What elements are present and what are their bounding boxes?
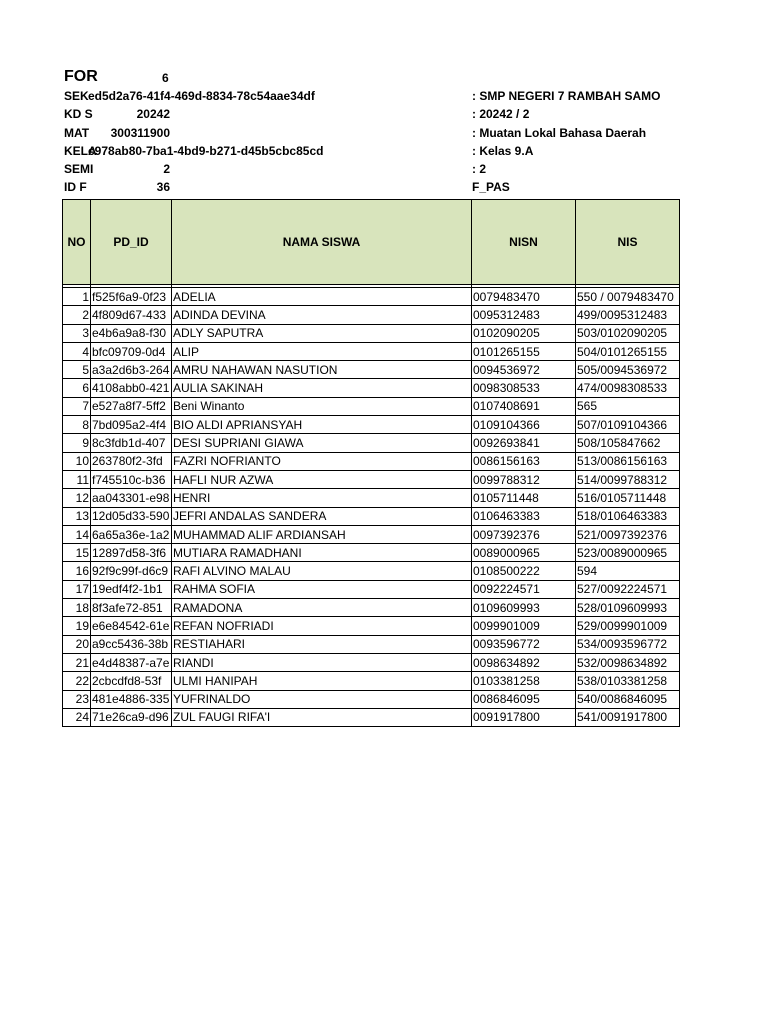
cell-nis: 521/0097392376 bbox=[576, 525, 680, 543]
cell-pd-id: e6e84542-61e bbox=[91, 617, 172, 635]
cell-nama-siswa: RAHMA SOFIA bbox=[172, 580, 472, 598]
cell-nis: 523/0089000965 bbox=[576, 544, 680, 562]
label-kd-semester: KD S bbox=[64, 107, 93, 121]
cell-nisn: 0106463383 bbox=[472, 507, 576, 525]
cell-pd-id: 8f3afe72-851 bbox=[91, 599, 172, 617]
cell-nama-siswa: MUHAMMAD ALIF ARDIANSAH bbox=[172, 525, 472, 543]
value-sekolah: ed5d2a76-41f4-469d-8834-78c54aae34df bbox=[88, 89, 315, 103]
cell-no: 9 bbox=[63, 434, 91, 452]
cell-pd-id: f745510c-b36 bbox=[91, 470, 172, 488]
cell-pd-id: 8c3fdb1d-407 bbox=[91, 434, 172, 452]
cell-pd-id: 2cbcdfd8-53f bbox=[91, 672, 172, 690]
cell-nama-siswa: ALIP bbox=[172, 342, 472, 360]
cell-nis: 540/0086846095 bbox=[576, 690, 680, 708]
cell-no: 18 bbox=[63, 599, 91, 617]
cell-nis: 528/0109609993 bbox=[576, 599, 680, 617]
table-row bbox=[63, 379, 680, 397]
cell-pd-id: 6a65a36e-1a2 bbox=[91, 525, 172, 543]
cell-nis: 516/0105711448 bbox=[576, 489, 680, 507]
col-header-nisn: NISN bbox=[472, 200, 576, 285]
cell-nama-siswa: RESTIAHARI bbox=[172, 635, 472, 653]
cell-nisn: 0086156163 bbox=[472, 452, 576, 470]
cell-nisn: 0094536972 bbox=[472, 361, 576, 379]
cell-nis: 508/105847662 bbox=[576, 434, 680, 452]
cell-nisn: 0109609993 bbox=[472, 599, 576, 617]
cell-no: 16 bbox=[63, 562, 91, 580]
cell-pd-id: 263780f2-3fd bbox=[91, 452, 172, 470]
cell-pd-id: a3a2d6b3-264 bbox=[91, 361, 172, 379]
cell-nisn: 0097392376 bbox=[472, 525, 576, 543]
cell-pd-id: 7bd095a2-4f4 bbox=[91, 416, 172, 434]
cell-nis: 514/0099788312 bbox=[576, 470, 680, 488]
value-kelas: c978ab80-7ba1-4bd9-b271-d45b5cbc85cd bbox=[88, 144, 324, 158]
cell-nisn: 0102090205 bbox=[472, 324, 576, 342]
label-kelas: KELA bbox=[64, 144, 97, 158]
cell-nama-siswa: RAFI ALVINO MALAU bbox=[172, 562, 472, 580]
table-header-row bbox=[63, 200, 680, 285]
cell-no: 19 bbox=[63, 617, 91, 635]
cell-no: 22 bbox=[63, 672, 91, 690]
table-row bbox=[63, 653, 680, 671]
cell-pd-id: 92f9c99f-d6c9 bbox=[91, 562, 172, 580]
cell-nis: 507/0109104366 bbox=[576, 416, 680, 434]
cell-nis: 499/0095312483 bbox=[576, 306, 680, 324]
cell-no: 17 bbox=[63, 580, 91, 598]
cell-nisn: 0079483470 bbox=[472, 288, 576, 306]
cell-no: 7 bbox=[63, 397, 91, 415]
cell-nama-siswa: YUFRINALDO bbox=[172, 690, 472, 708]
cell-nisn: 0086846095 bbox=[472, 690, 576, 708]
cell-nama-siswa: BIO ALDI APRIANSYAH bbox=[172, 416, 472, 434]
cell-pd-id: 71e26ca9-d96 bbox=[91, 708, 172, 726]
cell-nama-siswa: MUTIARA RAMADHANI bbox=[172, 544, 472, 562]
cell-no: 5 bbox=[63, 361, 91, 379]
cell-nisn: 0089000965 bbox=[472, 544, 576, 562]
cell-nis: 529/0099901009 bbox=[576, 617, 680, 635]
cell-no: 2 bbox=[63, 306, 91, 324]
cell-nama-siswa: DESI SUPRIANI GIAWA bbox=[172, 434, 472, 452]
value-nama-sekolah: : SMP NEGERI 7 RAMBAH SAMO bbox=[472, 89, 661, 103]
table-body bbox=[63, 285, 680, 727]
table-row bbox=[63, 507, 680, 525]
cell-no: 10 bbox=[63, 452, 91, 470]
value-form-type: F_PAS bbox=[472, 180, 510, 194]
value-id-form: 36 bbox=[156, 180, 170, 194]
table-row bbox=[63, 544, 680, 562]
cell-nis: 518/0106463383 bbox=[576, 507, 680, 525]
cell-nama-siswa: ULMI HANIPAH bbox=[172, 672, 472, 690]
col-header-nama-siswa: NAMA SISWA bbox=[172, 200, 472, 285]
cell-nama-siswa: RIANDI bbox=[172, 653, 472, 671]
cell-nama-siswa: HAFLI NUR AZWA bbox=[172, 470, 472, 488]
table-row bbox=[63, 324, 680, 342]
cell-no: 15 bbox=[63, 544, 91, 562]
cell-pd-id: 4f809d67-433 bbox=[91, 306, 172, 324]
table-row bbox=[63, 635, 680, 653]
cell-pd-id: e527a8f7-5ff2 bbox=[91, 397, 172, 415]
col-header-no: NO bbox=[63, 200, 91, 285]
cell-no: 12 bbox=[63, 489, 91, 507]
cell-nama-siswa: ZUL FAUGI RIFA'I bbox=[172, 708, 472, 726]
cell-nisn: 0099901009 bbox=[472, 617, 576, 635]
table-row bbox=[63, 470, 680, 488]
cell-nama-siswa: REFAN NOFRIADI bbox=[172, 617, 472, 635]
cell-nama-siswa: AMRU NAHAWAN NASUTION bbox=[172, 361, 472, 379]
cell-no: 6 bbox=[63, 379, 91, 397]
cell-nisn: 0095312483 bbox=[472, 306, 576, 324]
cell-nisn: 0103381258 bbox=[472, 672, 576, 690]
cell-nis: 503/0102090205 bbox=[576, 324, 680, 342]
table-row bbox=[63, 672, 680, 690]
cell-nis: 527/0092224571 bbox=[576, 580, 680, 598]
table-row bbox=[63, 562, 680, 580]
table-row bbox=[63, 342, 680, 360]
label-mapel: MAT bbox=[64, 126, 90, 140]
cell-pd-id: 12897d58-3f6 bbox=[91, 544, 172, 562]
value-kd-semester: 20242 bbox=[136, 107, 170, 121]
cell-nis: 505/0094536972 bbox=[576, 361, 680, 379]
cell-no: 1 bbox=[63, 288, 91, 306]
cell-nis: 504/0101265155 bbox=[576, 342, 680, 360]
cell-no: 14 bbox=[63, 525, 91, 543]
cell-nisn: 0093596772 bbox=[472, 635, 576, 653]
cell-pd-id: 19edf4f2-1b1 bbox=[91, 580, 172, 598]
cell-nama-siswa: HENRI bbox=[172, 489, 472, 507]
value-mata-pelajaran: : Muatan Lokal Bahasa Daerah bbox=[472, 126, 647, 140]
cell-nis: 541/0091917800 bbox=[576, 708, 680, 726]
cell-nis: 513/0086156163 bbox=[576, 452, 680, 470]
value-semester: 2 bbox=[163, 162, 170, 176]
cell-no: 24 bbox=[63, 708, 91, 726]
table-row bbox=[63, 288, 680, 306]
value-mapel: 300311900 bbox=[110, 126, 170, 140]
table-row bbox=[63, 434, 680, 452]
cell-nis: 550 / 0079483470 bbox=[576, 288, 680, 306]
cell-nis: 594 bbox=[576, 562, 680, 580]
student-table bbox=[62, 199, 680, 727]
cell-nisn: 0098634892 bbox=[472, 653, 576, 671]
cell-nisn: 0101265155 bbox=[472, 342, 576, 360]
table-row bbox=[63, 397, 680, 415]
cell-nama-siswa: ADINDA DEVINA bbox=[172, 306, 472, 324]
table-row bbox=[63, 617, 680, 635]
cell-nama-siswa: ADELIA bbox=[172, 288, 472, 306]
value-nama-kelas: : Kelas 9.A bbox=[472, 144, 534, 158]
cell-nama-siswa: Beni Winanto bbox=[172, 397, 472, 415]
cell-nis: 474/0098308533 bbox=[576, 379, 680, 397]
cell-pd-id: bfc09709-0d4 bbox=[91, 342, 172, 360]
label-sekolah: SEK bbox=[64, 89, 89, 103]
cell-nama-siswa: ADLY SAPUTRA bbox=[172, 324, 472, 342]
table-row bbox=[63, 525, 680, 543]
table-row bbox=[63, 416, 680, 434]
cell-no: 23 bbox=[63, 690, 91, 708]
cell-nisn: 0099788312 bbox=[472, 470, 576, 488]
form-title-label: FOR bbox=[64, 68, 98, 85]
cell-nama-siswa: FAZRI NOFRIANTO bbox=[172, 452, 472, 470]
cell-pd-id: aa043301-e98 bbox=[91, 489, 172, 507]
cell-pd-id: 4108abb0-421 bbox=[91, 379, 172, 397]
cell-nisn: 0092693841 bbox=[472, 434, 576, 452]
table-row bbox=[63, 452, 680, 470]
cell-nisn: 0098308533 bbox=[472, 379, 576, 397]
cell-no: 21 bbox=[63, 653, 91, 671]
cell-pd-id: f525f6a9-0f23 bbox=[91, 288, 172, 306]
cell-nisn: 0092224571 bbox=[472, 580, 576, 598]
table-row bbox=[63, 599, 680, 617]
cell-pd-id: a9cc5436-38b bbox=[91, 635, 172, 653]
table-row bbox=[63, 708, 680, 726]
cell-nis: 534/0093596772 bbox=[576, 635, 680, 653]
table-row bbox=[63, 690, 680, 708]
cell-nama-siswa: AULIA SAKINAH bbox=[172, 379, 472, 397]
cell-no: 11 bbox=[63, 470, 91, 488]
cell-no: 4 bbox=[63, 342, 91, 360]
value-tahun-semester: : 20242 / 2 bbox=[472, 107, 530, 121]
cell-nis: 532/0098634892 bbox=[576, 653, 680, 671]
col-header-nis: NIS bbox=[576, 200, 680, 285]
cell-nisn: 0105711448 bbox=[472, 489, 576, 507]
cell-nisn: 0108500222 bbox=[472, 562, 576, 580]
cell-pd-id: e4d48387-a7e bbox=[91, 653, 172, 671]
cell-nisn: 0109104366 bbox=[472, 416, 576, 434]
cell-no: 3 bbox=[63, 324, 91, 342]
cell-pd-id: 481e4886-335 bbox=[91, 690, 172, 708]
cell-nisn: 0107408691 bbox=[472, 397, 576, 415]
cell-pd-id: 12d05d33-590 bbox=[91, 507, 172, 525]
cell-nis: 565 bbox=[576, 397, 680, 415]
col-header-pd-id: PD_ID bbox=[91, 200, 172, 285]
cell-nama-siswa: JEFRI ANDALAS SANDERA bbox=[172, 507, 472, 525]
table-row bbox=[63, 306, 680, 324]
value-semester-number: : 2 bbox=[472, 162, 487, 176]
label-id-form: ID F bbox=[64, 180, 87, 194]
cell-no: 20 bbox=[63, 635, 91, 653]
cell-nisn: 0091917800 bbox=[472, 708, 576, 726]
table-row bbox=[63, 580, 680, 598]
cell-no: 8 bbox=[63, 416, 91, 434]
form-title-value: 6 bbox=[162, 71, 169, 85]
cell-nis: 538/0103381258 bbox=[576, 672, 680, 690]
cell-nama-siswa: RAMADONA bbox=[172, 599, 472, 617]
cell-no: 13 bbox=[63, 507, 91, 525]
table-row bbox=[63, 361, 680, 379]
label-semester: SEMI bbox=[64, 162, 94, 176]
table-row bbox=[63, 489, 680, 507]
cell-pd-id: e4b6a9a8-f30 bbox=[91, 324, 172, 342]
